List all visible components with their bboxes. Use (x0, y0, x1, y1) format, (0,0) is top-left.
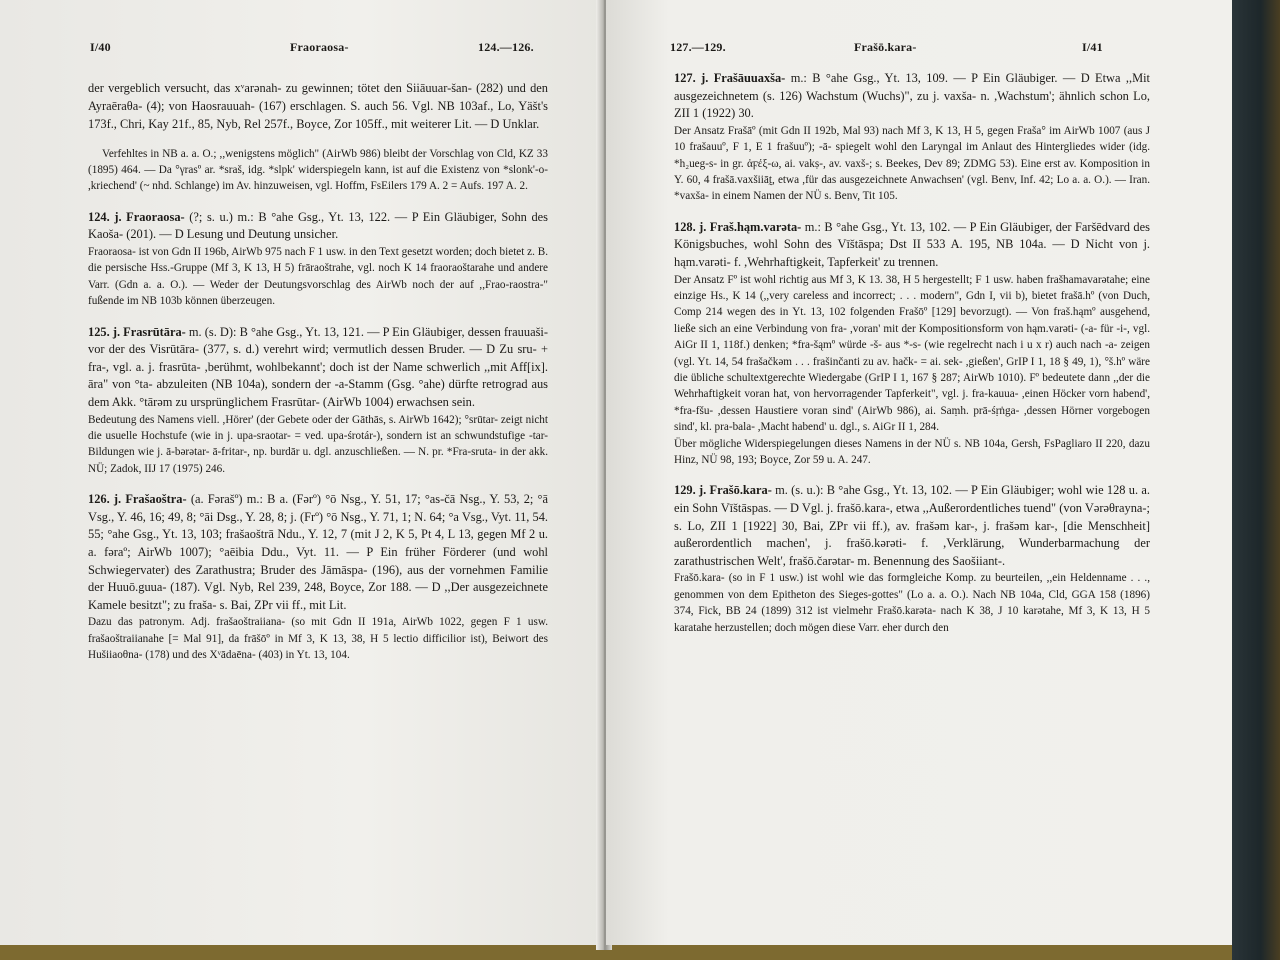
entry-note: Fraoraosa- ist von Gdn II 196b, AirWb 975 nach F 1 usw. in den Text gesetzt worden; doch bietet z. B. die persische Hss.-Gruppe (Mf 3, K 13, H 5) frāraoštrahe, vgl. noch K 14 fraoraoštarahe und andere Varr. (Gdn a. a. O.). — Weder der Deutungsvorschlag des AirWb noch der auf ,,Frao-raostra-" fußende im NB 103b können überzeugen. (88, 245, 548, 308)
entry-body: m. (s. u.): B °ahe Gsg., Yt. 13, 102. — P Ein Gläubiger; wohl wie 128 u. a. ein Sohn Vīštāspas. — D Vgl. j. frašō.kara-, etwa ,,Außerordentliches tuend" (von Vərəθrayna-; s. Lo, ZII 1 [1922] 30, Bai, ZPr vii ff.), av. frašəm kar-, j. frašəm kar-, [die Menschheit] außerordentlich machen', j. frašō.kərəti- f. ,Verklärung, Wunderbarmachung der zarathustrischen Welt', frašō.čarətar- m. Benennung des Saošiiant-. (674, 483, 1150, 568)
entry-body: m. (s. D): B °ahe Gsg., Yt. 13, 121. — P Ein Gläubiger, dessen frauuaši- vor der des Visrūtāra- (377, s. d.) verehrt wird; vermutlich dessen Bruder. — D Zu sru- + fra-, vgl. a. j. frasrūta- ,berühmt, wohlbekannt'; doch ist der Name schwerlich ,,mit Aff[ix]. āra" von °ta- abzuleiten (NB 104a), sondern der -a-Stamm (Gsg. °ahe) dürfte retrograd aus dem Akk. °tārəm zu ursprünglichem Frasrūtar- (AirWb 1004) erwachsen sein. (88, 324, 548, 409)
entry-main (88, 209, 548, 244)
right-running-title: Frašō.kara- (854, 40, 917, 54)
left-running-title: Fraoraosa- (290, 40, 349, 54)
entry-number: 127. (674, 71, 696, 85)
entry-main (88, 491, 548, 614)
entry-note: Der Ansatz Fº ist wohl richtig aus Mf 3, K 13. 38, H 5 hergestellt; F 1 usw. haben frašhamavarətahe; eine einzige Hs., K 14 (,,very careless and incorrect; . . . modern", Gdn I, vii b), bietet frašā.hº (von Duch, Comp 214 wegen des in Yt. 13, 102 folgenden Frašōº [129] bevorzugt). — Von fraš.hąmº ausgehend, ließe sich an eine Verbindung von fra- ,voran' mit der Kompositionsform von hąm.varəti- (-a- für -i-, vgl. AiGr II 1, 118f.) denken; *fra-šąmº würde -š- aus *-s- (wie regelrecht nach i u x r) auch nach -a- zeigen (vgl. Yt. 14, 54 frašačkəm . . . frašinčanti zu av. hačk- = ai. sek- ,gießen', GrIP I 1, 18 § 49, 1), °š.hº wäre die übliche schultextgerechte Wiedergabe (GrIP I 1, 167 § 287; AirWb 1010). Fº bedeutete dann ,,der die Wehrhaftigkeit voran hat, von hervorragender Tapferkeit", vgl. j. fra-kauua- ,einen Höcker vorn habend', *fra-fšu- ,dessen Haustiere voran sind' (AirWb 986), ai. Saṃh. prā-śṛṅga- ,dessen Hörner vorgebogen sind', kl. pra-bala- ,Macht habend' u. dgl., s. AiGr II 1, 284. (674, 273, 1150, 434)
entry-note-2: Über mögliche Widerspiegelungen dieses Namens in der NÜ s. NB 104a, Gersh, FsPagliaro II 220, dazu Hinz, NÜ 98, 193; Boyce, Zor 59 u. A. 247. (674, 437, 1150, 467)
entry-body: m.: B °ahe Gsg., Yt. 13, 102. — P Ein Gläubiger, der Faršēdvard des Königsbuches, wohl Sohn des Vīštāspa; Dst II 533 A. 195, NB 104a. — D Nicht von j. hąm.varəti- f. ,Wehrhaftigkeit, Tapferkeit' zu trennen. (674, 219, 1150, 269)
entry-124 (88, 209, 548, 310)
right-page-text (674, 70, 1150, 650)
entry-note: Der Ansatz Frašāº (mit Gdn II 192b, Mal 93) nach Mf 3, K 13, H 5, gegen Fraša° im AirWb 1007 (aus J 10 frašauuº, F 1, E 1 frašuuº); -ā- spiegelt wohl den Laryngal im Anlaut des Hintergliedes wider (idg. *h₂ueg-s- in gr. ἀϝέξ-ω, ai. vakṣ-, av. vaxš-; s. Beekes, Dev 89; ZDMG 53). Eine erst av. Komposition in Y. 60, 4 frašā.vaxšiiāt̰, etwa ,für das ausgezeichnete Anwachsen' (vgl. Benv, Inf. 42; Lo a. a. O.). — Iran. *vaxša- in einem Namen der NÜ s. Benv, Tit 105. (674, 124, 1150, 203)
right-entry-range: 127.—129. (670, 40, 726, 54)
entry-main (88, 324, 548, 412)
left-page-text (88, 68, 548, 678)
right-page-number: I/41 (1082, 40, 1103, 54)
left-page (0, 0, 604, 945)
entry-main (674, 219, 1150, 272)
continued-body: der vergeblich versucht, das xᵛarənah- zu gewinnen; tötet den Siiāuuar-šan- (282) und den Ayraēraθa- (4); von Haosrauuah- (167) erschlagen. S. auch 56. Vgl. NB 103af., Lo, Yäšt's 173f., Chri, Kay 21f., 85, Nyb, Rel 257f., Boyce, Zor 105ff., mit weiterer Lit. — D Unklar. (88, 81, 548, 131)
entry-128 (674, 219, 1150, 469)
entry-headword: j. Frašāuuaxša- (701, 71, 786, 85)
entry-note: Frašō.kara- (so in F 1 usw.) ist wohl wie das formgleiche Komp. zu beurteilen, ,,ein Heldenname . . ., genommen von dem Epitheton des Sieges-gottes" (Lo a. a. O.). Nach NB 104a, Cld, GGA 158 (1896) 374, Fick, BB 24 (1899) 312 ist vielmehr Frašō.karəta- nach K 38, J 10 karətahe, Mf 3, K 13, H 5 karatahe herzustellen; doch mögen diese Varr. eher durch den (674, 572, 1150, 634)
continued-note: Verfehltes in NB a. a. O.; ,,wenigstens möglich" (AirWb 986) bleibt der Vorschlag von Cld, KZ 33 (1895) 464. — Da °γrasº ar. *sraš, idg. *slpk' widerspiegeln kann, ist auf die Existenz von *slonk'-o- ,kriechend' (~ nhd. Schlange) im Av. hinzuweisen, vgl. Hoffm, FsEilers 179 A. 2 = Aufs. 197 A. 2. (88, 147, 548, 193)
entry-body: (a. Fərašº) m.: B a. (Fərº) °ō Nsg., Y. 51, 17; °as-čā Nsg., Y. 53, 2; °ā Vsg., Y. 46, 16; 49, 8; °āi Dsg., Y. 28, 8; j. (Frº) °ō Nsg., Y. 71, 1; N. 64; °a Vsg., Vyt. 11, 54. 55; °ahe Gsg., Yt. 13, 103; frašaoštrā Ndu., Y. 12, 7 (mit J 2, K 5, Pt 4, L 13, gegen Mf 2 u. a. fəraº; AirWb 1007); °aēibia Ddu., Vyt. 11. — P Ein früher Förderer (und wohl Schwiegervater) des Zarathustra; Bruder des Jāmāspa- (196), aus der vornehmen Familie der Huuō.guua- (187). Vgl. Nyb, Rel 239, 248, Boyce, Zor 188. — D ,,Der ausgezeichnete Kamele besitzt"; zu fraša- s. Bai, ZPr vii ff., mit Lit. (88, 492, 549, 612)
entry-number: 126. (88, 492, 110, 507)
entry-headword: j. Fraoraosa- (114, 209, 185, 224)
entry-number: 124. (88, 209, 110, 224)
entry-body: m.: B °ahe Gsg., Yt. 13, 109. — P Ein Gläubiger. — D Etwa ,,Mit ausgezeichnetem (s. 126) Wachstum (Wuchs)", zu j. vaxša- n. ,Wachstum'; ähnlich schon Lo, ZII 1 (1922) 30. (674, 71, 1150, 121)
entry-body: (?; s. u.) m.: B °ahe Gsg., Yt. 13, 122. — P Ein Gläubiger, Sohn des Kaoša- (201). — D Lesung und Deutung unsicher. (88, 209, 548, 242)
entry-number: 128. (674, 219, 696, 234)
entry-headword: j. Frašō.kara- (699, 483, 772, 498)
entry-129 (674, 482, 1150, 636)
entry-main (674, 482, 1150, 570)
entry-headword: j. Frašaoštra- (113, 492, 187, 507)
right-page (606, 0, 1232, 945)
left-entry-range: 124.—126. (478, 40, 534, 54)
book-cover-edge (1232, 0, 1280, 960)
entry-number: 125. (88, 324, 110, 339)
entry-headword: j. Frasrūtāra- (112, 324, 186, 339)
entry-number: 129. (674, 483, 696, 498)
entry-headword: j. Fraš.hąm.varəta- (699, 219, 802, 234)
entry-note: Dazu das patronym. Adj. frašaoštraiiana- (so mit Gdn II 191a, AirWb 1022, gegen F 1 usw. frašaoštraiianahe [= Mal 91], da frāšōº in Mf 3, K 13, 38, H 5 lectio difficilior ist), Beiwort des Hušiiaoθna- (178) und des Xᵛādaēna- (403) in Yt. 13, 104. (88, 616, 548, 662)
continued-entry (88, 80, 548, 194)
left-page-number: I/40 (90, 40, 111, 54)
entry-note: Bedeutung des Namens viell. ,Hörer' (der Gebete oder der Gāthās, s. AirWb 1642); °srūtar- zeigt nicht die usuelle Hochstufe (wie in j. upa-sraotar- = ved. upa-śrotár-), sondern ist an schwundstufige -tar-Bildungen wie j. ā-bərətar- ā-fritar-, np. burdār u. dgl. anzuschließen. — N. pr. *Fra-sruta- in der akk. NÜ; Zadok, IIJ 17 (1975) 246. (88, 413, 548, 475)
entry-125 (88, 324, 548, 478)
entry-127 (674, 70, 1150, 205)
entry-126 (88, 491, 548, 663)
entry-main (674, 70, 1150, 123)
